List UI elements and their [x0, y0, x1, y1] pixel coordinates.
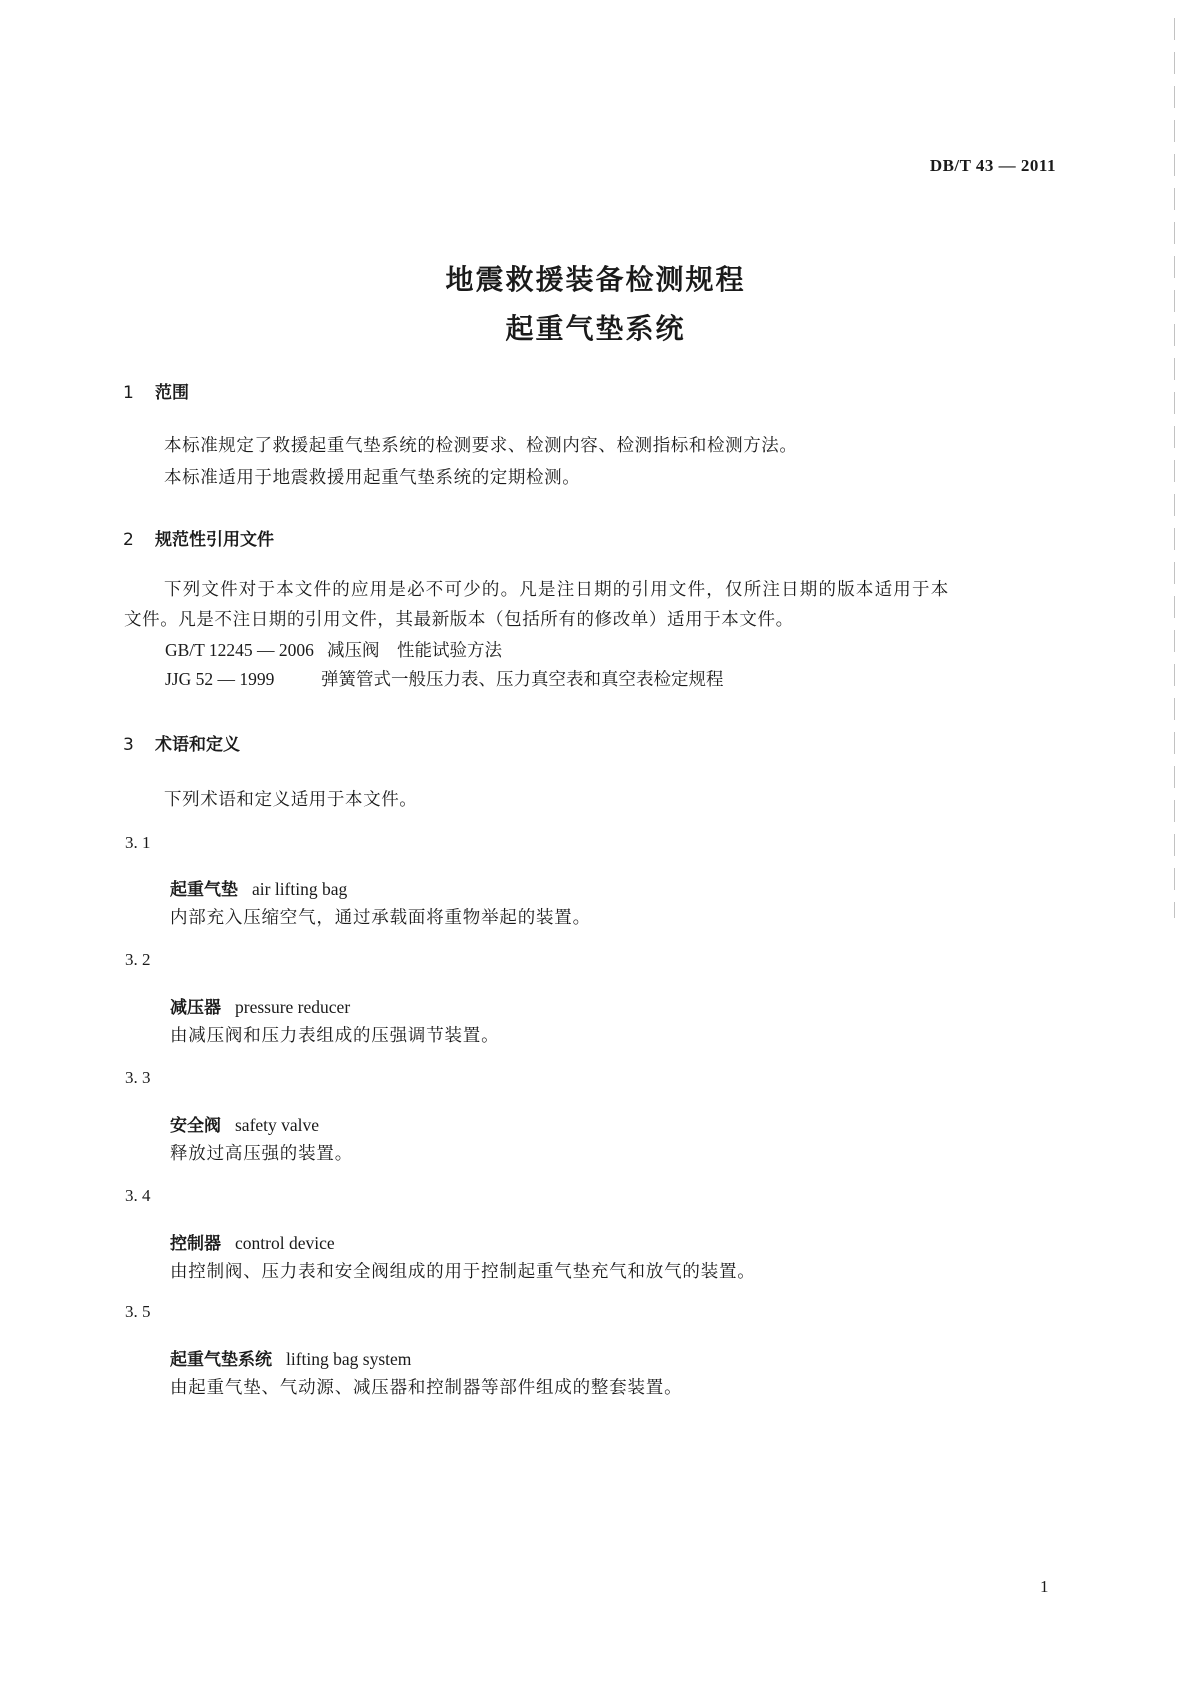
term-definition: 释放过高压强的装置。: [170, 1144, 353, 1164]
term-english: lifting bag system: [286, 1349, 412, 1369]
reference-code: GB/T 12245 — 2006: [165, 640, 314, 660]
term-english: air lifting bag: [252, 879, 348, 899]
clause-number: 3. 5: [125, 1302, 151, 1321]
reference-title: 减压阀 性能试验方法: [327, 641, 502, 661]
section-2-heading: [123, 525, 274, 550]
scan-edge-mark: [1174, 18, 1175, 918]
clause-number: 3. 1: [125, 833, 151, 852]
term-definition: 内部充入压缩空气，通过承载面将重物举起的装置。: [170, 908, 591, 928]
term-definition: 由控制阀、压力表和安全阀组成的用于控制起重气垫充气和放气的装置。: [170, 1262, 756, 1282]
term-entry: [170, 1345, 411, 1370]
section-number: 1: [123, 383, 134, 403]
section-title: 范围: [155, 383, 189, 403]
section-title: 规范性引用文件: [155, 530, 274, 550]
section-number: 3: [123, 735, 134, 755]
clause-number: 3. 3: [125, 1068, 151, 1087]
term-chinese: 起重气垫: [170, 880, 238, 900]
clause-number: 3. 2: [125, 950, 151, 969]
standard-number: DB/T 43 — 2011: [929, 156, 1056, 175]
term-definition: 由起重气垫、气动源、减压器和控制器等部件组成的整套装置。: [170, 1378, 683, 1398]
term-chinese: 控制器: [170, 1234, 221, 1254]
section-2-paragraph-line1: 下列文件对于本文件的应用是必不可少的。凡是注日期的引用文件，仅所注日期的版本适用于本: [164, 580, 950, 600]
term-definition: 由减压阀和压力表组成的压强调节装置。: [170, 1026, 500, 1046]
term-english: control device: [235, 1233, 335, 1253]
reference-item: [165, 666, 724, 691]
term-english: safety valve: [235, 1115, 320, 1135]
section-3-intro: 下列术语和定义适用于本文件。: [164, 790, 418, 810]
term-chinese: 安全阀: [170, 1116, 221, 1136]
section-1-paragraph-2: 本标准适用于地震救援用起重气垫系统的定期检测。: [164, 468, 581, 488]
section-1-heading: [123, 378, 189, 403]
document-title-line2: 起重气垫系统: [505, 312, 686, 345]
section-1-paragraph-1: 本标准规定了救援起重气垫系统的检测要求、检测内容、检测指标和检测方法。: [164, 436, 798, 456]
clause-number: 3. 4: [125, 1186, 151, 1205]
reference-item: [165, 637, 502, 662]
page-number: 1: [1040, 1577, 1049, 1596]
term-entry: [170, 1111, 319, 1136]
section-3-heading: [123, 730, 240, 755]
term-entry: [170, 1229, 335, 1254]
term-chinese: 起重气垫系统: [170, 1350, 272, 1370]
reference-code: JJG 52 — 1999: [165, 669, 275, 689]
term-chinese: 减压器: [170, 998, 221, 1018]
section-title: 术语和定义: [155, 735, 240, 755]
term-entry: [170, 993, 350, 1018]
term-english: pressure reducer: [235, 997, 351, 1017]
section-2-paragraph-line2: 文件。凡是不注日期的引用文件，其最新版本（包括所有的修改单）适用于本文件。: [124, 610, 794, 630]
reference-title: 弹簧管式一般压力表、压力真空表和真空表检定规程: [321, 670, 724, 690]
term-entry: [170, 875, 347, 900]
document-title-line1: 地震救援装备检测规程: [445, 263, 746, 296]
section-number: 2: [123, 530, 134, 550]
